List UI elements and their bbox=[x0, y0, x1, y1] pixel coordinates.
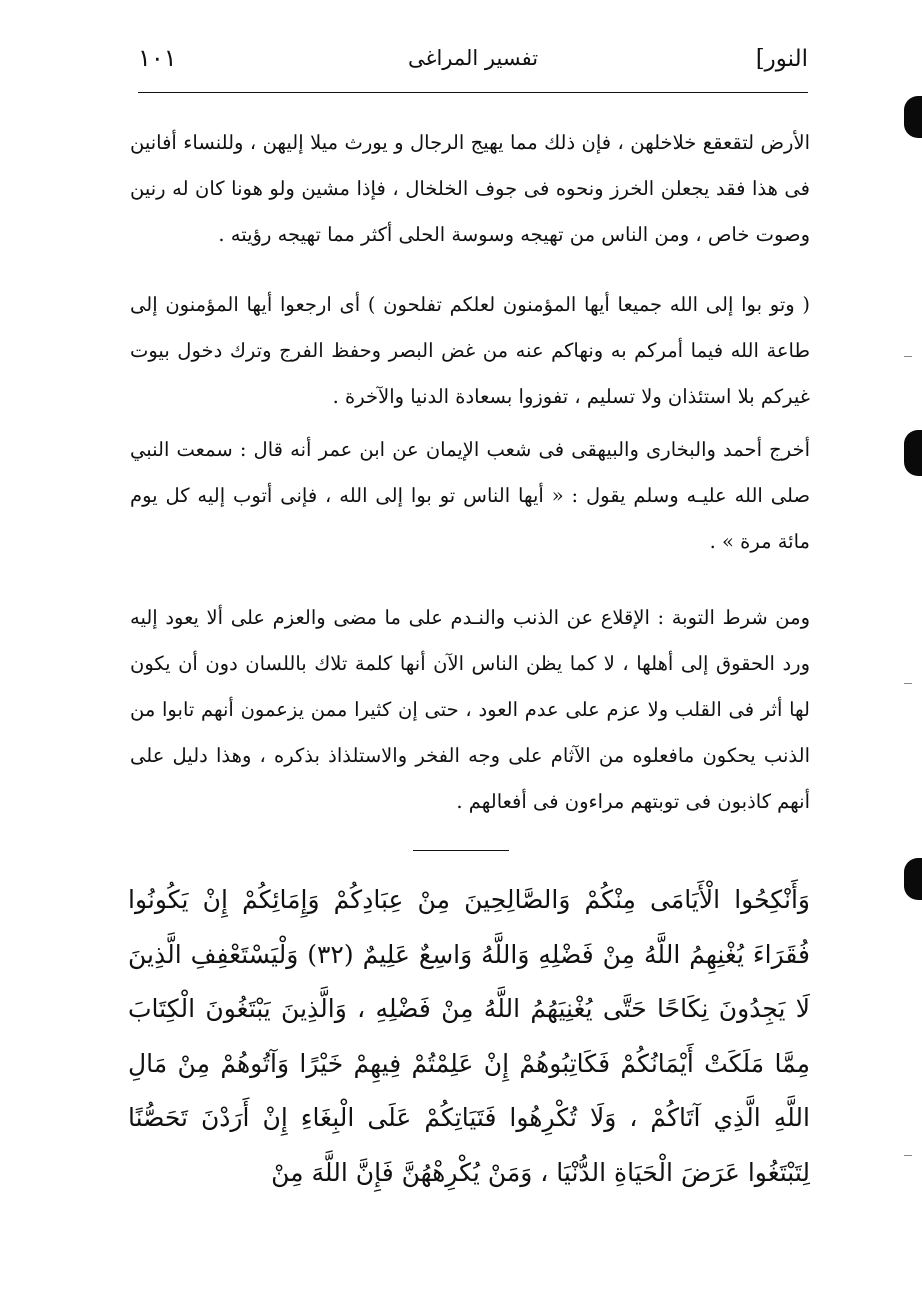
quran-verse: وَأَنْكِحُوا الْأَيَامَى مِنْكُمْ وَالصَّالِحِينَ مِنْ عِبَادِكُمْ وَإِمَائِكُمْ إِنْ يَكُونُوا فُقَرَاءَ يُغْنِهِمُ اللَّهُ مِنْ فَضْلِهِ وَاللَّهُ وَاسِعٌ عَلِيمٌ (٣٢) وَلْيَسْتَعْفِفِ الَّذِينَ لَا يَجِدُونَ نِكَاحًا حَتَّى يُغْنِيَهُمُ اللَّهُ مِنْ فَضْلِهِ ، وَالَّذِينَ يَبْتَغُونَ الْكِتَابَ مِمَّا مَلَكَتْ أَيْمَانُكُمْ فَكَاتِبُوهُمْ إِنْ عَلِمْتُمْ فِيهِمْ خَيْرًا وَآتُوهُمْ مِنْ مَالِ اللَّهِ الَّذِي آتَاكُمْ ، وَلَا تُكْرِهُوا فَتَيَاتِكُمْ عَلَى الْبِغَاءِ إِنْ أَرَدْنَ تَحَصُّنًا لِتَبْتَغُوا عَرَضَ الْحَيَاةِ الدُّنْيَا ، وَمَنْ يُكْرِهْهُنَّ فَإِنَّ اللَّهَ مِنْ bbox=[128, 885, 810, 1187]
scan-edge-mark bbox=[904, 858, 922, 900]
margin-tick bbox=[904, 683, 912, 684]
header-divider bbox=[138, 92, 808, 93]
scan-edge-mark bbox=[904, 430, 922, 476]
commentary-paragraph: ( وتو بوا إلى الله جميعا أيها المؤمنون لعلكم تفلحون ) أى ارجعوا أيها المؤمنون إلى طاعة الله فيما أمركم به ونهاكم عنه من غض البصر وحفظ الفرج وترك دخول بيوت غيركم بلا استئذان ولا تسليم ، تفوزوا بسعادة الدنيا والآخرة . bbox=[130, 293, 810, 408]
section-separator bbox=[413, 850, 509, 851]
commentary-paragraph: الأرض لتقعقع خلاخلهن ، فإن ذلك مما يهيج الرجال و يورث ميلا إليهن ، وللنساء أفانين فى هذا فقد يجعلن الخرز ونحوه فى جوف الخلخال ، فإذا مشين ولو هونا كان له رنين وصوت خاص ، ومن الناس من تهيجه وسوسة الحلى أكثر مما تهيجه رؤيته . bbox=[130, 131, 810, 246]
commentary-paragraph: ومن شرط التوبة : الإقلاع عن الذنب والنـدم على ما مضى والعزم على ألا يعود إليه ورد الحقوق إلى أهلها ، لا كما يظن الناس الآن أنها كلمة تلاك باللسان دون أن يكون لها أثر فى القلب ولا عزم على عدم العود ، حتى إن كثيرا ممن يزعمون أنهم تابوا من الذنب يحكون مافعلوه من الآثام على وجه الفخر والاستلذاذ بذكره ، وهذا دليل على أنهم كاذبون فى توبتهم مراءون فى أفعالهم . bbox=[130, 606, 810, 813]
margin-tick bbox=[904, 1155, 912, 1156]
page-header bbox=[138, 38, 808, 90]
book-title: تفسير المراغى bbox=[407, 46, 539, 70]
hadith-paragraph: أخرج أحمد والبخارى والبيهقى فى شعب الإيمان عن ابن عمر أنه قال : سمعت النبي صلى الله عليـه وسلم يقول : « أيها الناس تو بوا إلى الله ، فإنى أتوب إليه كل يوم مائة مرة » . bbox=[130, 438, 810, 553]
surah-label: النور] bbox=[755, 46, 808, 72]
scan-edge-mark bbox=[904, 96, 922, 138]
page-number: ١٠١ bbox=[138, 44, 177, 72]
margin-tick bbox=[904, 356, 912, 357]
